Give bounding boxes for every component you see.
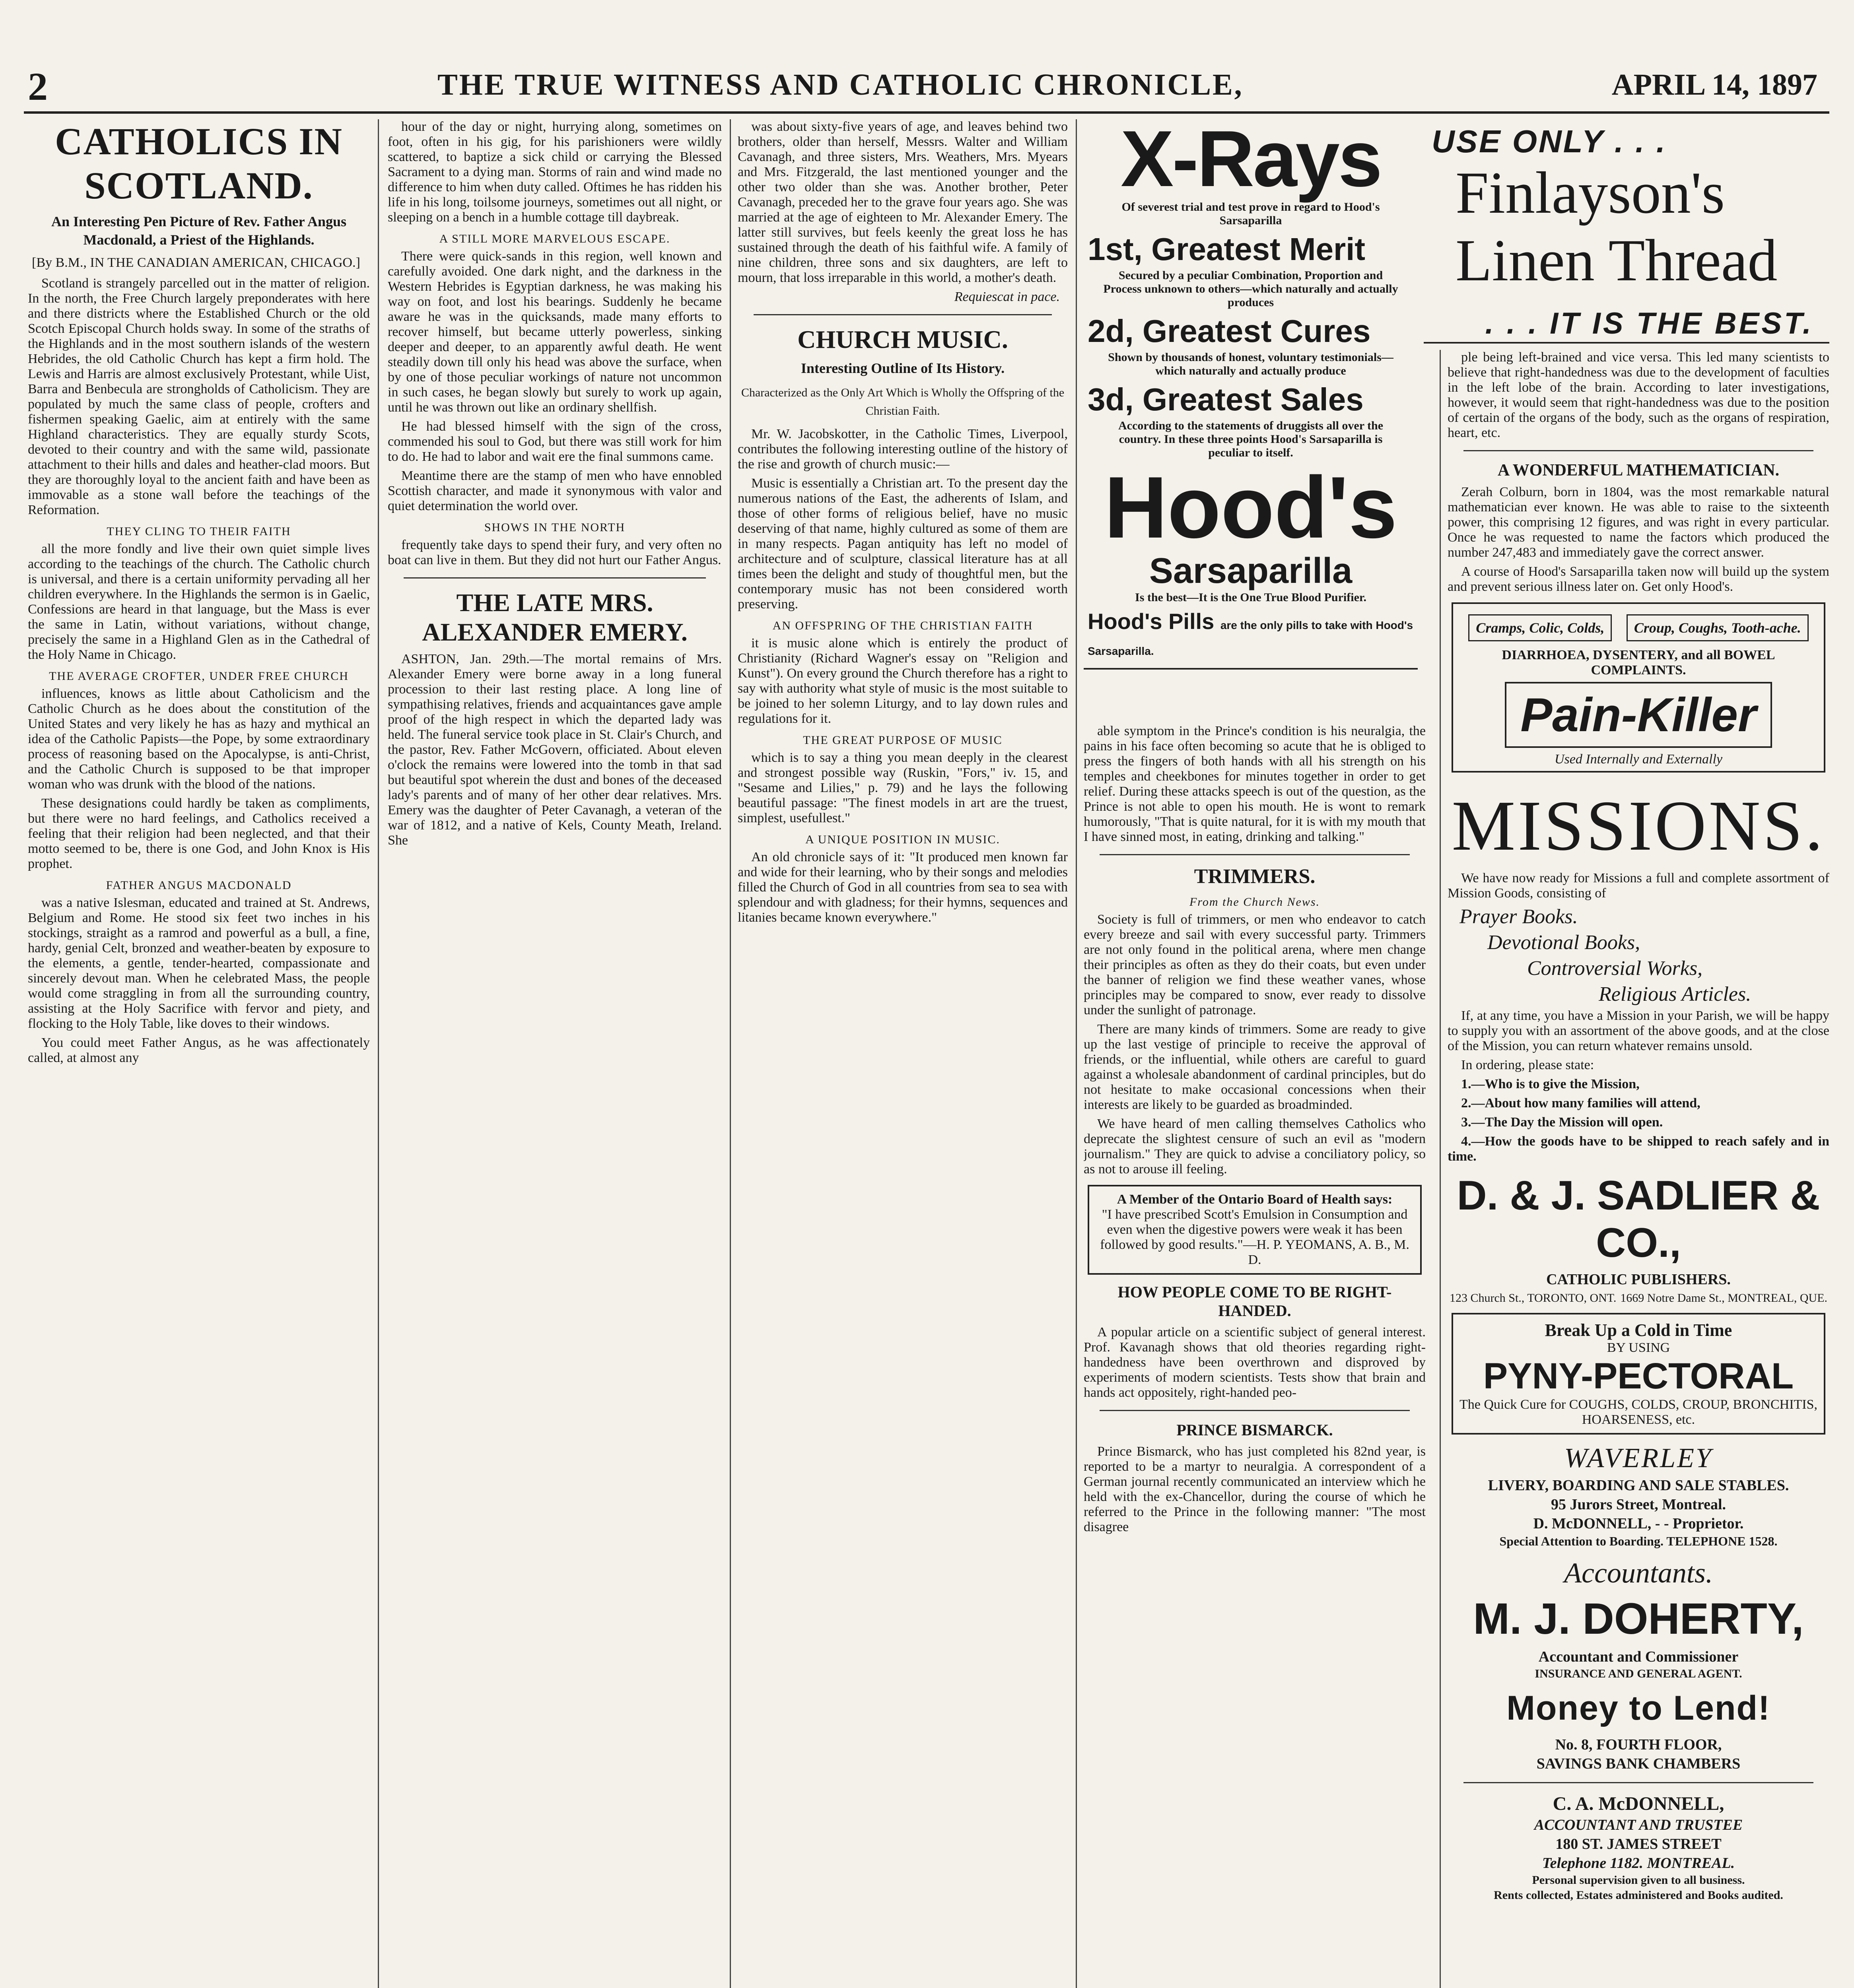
article-deck: Interesting Outline of Its History. <box>801 360 1005 376</box>
ad-title: X-Rays <box>1120 119 1381 203</box>
order-item: 1.—Who is to give the Mission, <box>1461 1077 1640 1091</box>
subheading: SHOWS IN THE NORTH <box>484 521 626 534</box>
ad-line: No. 8, FOURTH FLOOR, <box>1555 1736 1722 1753</box>
subheading: THE AVERAGE CROFTER, UNDER FREE CHURCH <box>49 670 349 683</box>
article-headline: HOW PEOPLE COME TO BE RIGHT-HANDED. <box>1117 1283 1392 1320</box>
ad-slogan: . . . IT IS THE BEST. <box>1485 307 1813 340</box>
sign-off: Requiescat in pace. <box>954 289 1060 304</box>
ad-line: BY USING <box>1607 1340 1670 1355</box>
ad-line: Accountant and Commissioner <box>1538 1648 1739 1665</box>
article-deck: An Interesting Pen Picture of Rev. Father Angus Macdonald, a Priest of the Highlands. <box>51 214 346 248</box>
ad-brand: Hood's <box>1104 458 1397 556</box>
address: 123 Church St., TORONTO, ONT. <box>1449 1291 1617 1305</box>
column-1 <box>28 119 370 1988</box>
pills-name: Hood's Pills <box>1088 609 1215 634</box>
ad-intro: Of severest trial and test prove in regard to Hood's Sarsaparilla <box>1121 200 1380 227</box>
masthead <box>24 52 1829 114</box>
paragraph: influences, knows as little about Catholicism and the Catholic Church as he does about the constitution of the United States and very likely he has as hazy and mythical an idea of the Catholic Papists—the Pope, by some extraordinary process of reasoning based on the Apocalypse, is anti-Christ, and the Catholic Church is supposed to be that improper woman who was drunk with the blood of the nations. <box>28 686 370 792</box>
column-rule <box>1440 350 1441 1988</box>
ad-line: ACCOUNTANT AND TRUSTEE <box>1534 1817 1743 1833</box>
paragraph: Meantime there are the stamp of men who have ennobled Scottish character, and made it synonymous with valor and quiet determination the world over. <box>388 468 722 513</box>
ad-line: Used Internally and Externally <box>1554 752 1723 767</box>
hoods-advertisement <box>1084 119 1418 716</box>
order-item: 2.—About how many families will attend, <box>1461 1096 1700 1110</box>
ad-line: INSURANCE AND GENERAL AGENT. <box>1535 1667 1742 1680</box>
xrays-ad <box>1084 119 1418 670</box>
missions-heading: MISSIONS. <box>1452 786 1825 865</box>
page-number: 2 <box>28 64 48 109</box>
ad-brand: Pain-Killer <box>1505 682 1772 748</box>
article-headline: A WONDERFUL MATHEMATICIAN. <box>1497 461 1780 480</box>
paragraph: A popular article on a scientific subject of general interest. Prof. Kavanagh shows that old theories regarding right-handedness have been overthrown and disproved by experiments of modern scientists. Tests show that brain and hands act oppositely, right-handed peo- <box>1084 1325 1426 1400</box>
column-rule <box>1076 119 1077 1988</box>
ad-line: 95 Jurors Street, Montreal. <box>1551 1496 1726 1513</box>
ad-line: LIVERY, BOARDING AND SALE STABLES. <box>1488 1477 1789 1494</box>
paragraph: We have heard of men calling themselves Catholics who deprecate the slightest censure of such an evil as "modern journalism." They are quick to advise a conciliatory policy, so as not to arouse ill feeling. <box>1084 1116 1426 1176</box>
divider <box>404 577 706 579</box>
ad-line: DIARRHOEA, DYSENTERY, and all BOWEL COMPLAINTS. <box>1502 648 1775 678</box>
ad-product: Sarsaparilla <box>1149 551 1353 591</box>
article-headline: THE LATE MRS. ALEXANDER EMERY. <box>422 588 688 646</box>
money-to-lend: Money to Lend! <box>1506 1689 1770 1727</box>
byline: [By B.M., IN THE CANADIAN AMERICAN, CHICAGO.] <box>32 255 360 270</box>
paragraph: Scotland is strangely parcelled out in the matter of religion. In the north, the Free Church largely preponderates with here and there districts where the Established Church or the old Scotch Episcopal Church holds sway. In some of the straths of the Highlands and in the most southern islands of the western Hebrides, the old Catholic Church has kept a firm hold. The Lewis and Harris are almost exclusively Protestant, while Uist, Barra and Benbecula are strongholds of Catholicism. They are populated by much the same class of people, crofters and fishermen speaking Gaelic, aim at entirely with the same Highland characteristics. They are equally sturdy Scots, devoted to their country and with the same wild, passionate attachment to their hills and dales and heather-clad moors. But they are thoroughly loyal to the ancient faith and have been as immovable as a stone wall before the teachings of the Reformation. <box>28 276 370 517</box>
address: 1669 Notre Dame St., MONTREAL, QUE. <box>1620 1291 1828 1305</box>
paragraph: all the more fondly and live their own quiet simple lives according to the teachings of the church. The Catholic church is universal, and there is a certain uniformity pervading all her children everywhere. In the Highlands the sermon is in Gaelic, Confessions are heard in that language, but the Mass is ever the same in Latin, without variations, without change, precisely the same in a Highland Glen as in the Cathedral of the Holy Name in Chicago. <box>28 542 370 662</box>
scotts-emulsion-ad <box>1088 1185 1422 1275</box>
ad-brand: PYNY-PECTORAL <box>1483 1356 1794 1396</box>
ad-quote: "I have prescribed Scott's Emulsion in Consumption and even when the digestive powers were weak it has been followed by good results."—H. P. YEOMANS, A. B., M. D. <box>1100 1207 1409 1267</box>
article-subdeck: Characterized as the Only Art Which is Wholly the Offspring of the Christian Faith. <box>741 386 1065 417</box>
newspaper-title: THE TRUE WITNESS AND CATHOLIC CHRONICLE, <box>437 68 1244 101</box>
accountant-name: C. A. McDONNELL, <box>1553 1793 1724 1814</box>
divider <box>1100 1410 1410 1411</box>
paragraph: In ordering, please state: <box>1461 1058 1594 1072</box>
paragraph: Society is full of trimmers, or men who endeavor to catch every breeze and sail with every successful party. Trimmers are not only found in the political arena, where men change their principles as often as they do their coats, but even under the banner of religion we find these weather vanes, whose principles may be compared to snow, ever ready to dissolve under the sunlight of patronage. <box>1084 912 1426 1017</box>
paragraph: ASHTON, Jan. 29th.—The mortal remains of Mrs. Alexander Emery were borne away in a long funeral procession to their last resting place. A long line of sympathising relatives, friends and acquaintances gave ample proof of the high respect in which the departed lady was held. The funeral service took place in St. Clair's Church, and the pastor, Rev. Father McGovern, officiated. About eleven o'clock the remains were lowered into the tomb in that sad but beautiful spot wherein the dust and bones of the deceased lady's parents and of many of her other dear relatives. Mrs. Emery was the daughter of Peter Cavanagh, a veteran of the war of 1812, and a native of Kels, County Meath, Ireland. She <box>388 652 722 848</box>
waverley-heading: WAVERLEY <box>1564 1443 1713 1474</box>
paragraph: it is music alone which is entirely the product of Christianity (Richard Wagner's essay on "Religion and Kunst"). On every ground the Church therefore has a right to say with authority what style of music is the most suitable to be joined to her solemn Liturgy, and to lay down rules and regulations for it. <box>738 636 1068 726</box>
paragraph: Music is essentially a Christian art. To the present day the numerous nations of the East, the adherents of Islam, and those of other forms of religious belief, have no music deserving of that name, highly cultured as some of them are in many respects. Pagan antiquity has left no model of architecture and of sculpture, classical literature has at all times been the delight and study of thoughtful men, but the contemporary music has not been considered worth preserving. <box>738 476 1068 612</box>
subheading: FATHER ANGUS MACDONALD <box>106 879 292 892</box>
ad-line: D. McDONNELL, - - Proprietor. <box>1533 1515 1744 1532</box>
subheading: THEY CLING TO THEIR FAITH <box>107 525 291 538</box>
cure-box: Croup, Coughs, Tooth-ache. <box>1627 614 1809 641</box>
paragraph: Mr. W. Jacobskotter, in the Catholic Times, Liverpool, contributes the following interesting outline of the history of the rise and growth of church music:— <box>738 427 1068 472</box>
ad-line: Telephone 1182. MONTREAL. <box>1542 1855 1735 1872</box>
ad-product: Linen Thread <box>1456 227 1778 293</box>
subheading: AN OFFSPRING OF THE CHRISTIAN FAITH <box>772 619 1033 632</box>
ad-tagline: Is the best—It is the One True Blood Purifier. <box>1135 591 1366 604</box>
column-2 <box>388 119 722 1988</box>
order-item: 3.—The Day the Mission will open. <box>1461 1115 1663 1130</box>
subheading: THE GREAT PURPOSE OF MUSIC <box>803 734 1003 747</box>
ad-use-only: USE ONLY . . . <box>1432 124 1667 159</box>
article-headline: TRIMMERS. <box>1194 865 1316 888</box>
column-3 <box>738 119 1068 1988</box>
divider <box>1463 1782 1813 1783</box>
ad-point-desc: Secured by a peculiar Combination, Proportion and Process unknown to others—which naturally and actually produces <box>1103 269 1398 309</box>
subheading: A STILL MORE MARVELOUS ESCAPE. <box>439 232 670 245</box>
ad-point: 2d, Greatest Cures <box>1088 313 1371 349</box>
ad-point: 3d, Greatest Sales <box>1088 382 1364 417</box>
goods-item: Controversial Works, <box>1527 957 1703 980</box>
article-source: From the Church News. <box>1189 895 1320 909</box>
ad-desc: The Quick Cure for COUGHS, COLDS, CROUP, BRONCHITIS, HOARSENESS, etc. <box>1459 1397 1818 1427</box>
publisher-sub: CATHOLIC PUBLISHERS. <box>1546 1271 1731 1288</box>
paragraph: We have now ready for Missions a full and complete assortment of Mission Goods, consisting of <box>1448 871 1829 901</box>
issue-date: APRIL 14, 1897 <box>1611 68 1817 101</box>
paragraph: If, at any time, you have a Mission in your Parish, we will be happy to supply you with an assortment of the above goods, and at the close of the Mission, you can return whatever remains unsold. <box>1448 1008 1829 1053</box>
ad-line: 180 ST. JAMES STREET <box>1555 1836 1722 1852</box>
paragraph: frequently take days to spend their fury, and very often no boat can live in them. But they did not hurt our Father Angus. <box>388 538 722 567</box>
divider <box>754 314 1052 315</box>
finlayson-ad <box>1424 119 1829 344</box>
ad-point: 1st, Greatest Merit <box>1088 231 1366 267</box>
article-headline: PRINCE BISMARCK. <box>1176 1421 1333 1439</box>
column-4 <box>1084 724 1426 1988</box>
painkiller-ad <box>1452 602 1825 773</box>
ad-line: Rents collected, Estates administered and Books audited. <box>1494 1889 1783 1902</box>
goods-item: Devotional Books, <box>1487 931 1640 954</box>
column-5 <box>1448 350 1829 1988</box>
ad-line: Personal supervision given to all business. <box>1532 1873 1745 1887</box>
ad-point-desc: According to the statements of druggists all over the country. In these three points Hood's Sarsaparilla is peculiar to itself. <box>1118 419 1384 459</box>
goods-item: Religious Articles. <box>1599 983 1751 1006</box>
publisher-name: D. & J. SADLIER & CO., <box>1457 1173 1820 1266</box>
ad-heading: Break Up a Cold in Time <box>1545 1320 1732 1340</box>
paragraph: An old chronicle says of it: "It produced men known far and wide for their learning, who by their songs and melodies filled the Church of God in all countries from sea to sea with splendour and with gladness; for their hymns, sequences and litanies became known everywhere." <box>738 850 1068 925</box>
publisher-addresses <box>1448 1291 1829 1305</box>
paragraph: You could meet Father Angus, as he was affectionately called, at almost any <box>28 1035 370 1065</box>
paragraph: A course of Hood's Sarsaparilla taken now will build up the system and prevent serious illness later on. Get only Hood's. <box>1448 564 1829 594</box>
ad-line: Special Attention to Boarding. TELEPHONE 1528. <box>1499 1534 1778 1548</box>
accountant-name: M. J. DOHERTY, <box>1473 1594 1804 1643</box>
paragraph: which is to say a thing you mean deeply in the clearest and strongest possible way (Ruskin, "Fors," iv. 15, and "Sesame and Lilies," p. 79) and he lays the following beautiful passage: "The finest models in art are the truest, simplest, usefullest." <box>738 750 1068 825</box>
ad-brand: Finlayson's <box>1456 160 1725 226</box>
article-headline: CHURCH MUSIC. <box>797 325 1008 353</box>
ad-pills <box>1088 608 1418 660</box>
pyny-pectoral-ad <box>1452 1313 1825 1435</box>
cure-box: Cramps, Colic, Colds, <box>1468 614 1612 641</box>
ad-heading: A Member of the Ontario Board of Health says: <box>1117 1192 1393 1207</box>
paragraph: There are many kinds of trimmers. Some are ready to give up the last vestige of principle to receive the approval of friends, or the influential, while others are careful to guard against a wholesale abandonment of cardinal principles, but do not hesitate to make occasional concessions when their interests are likely to be guarded as broadminded. <box>1084 1022 1426 1112</box>
paragraph: able symptom in the Prince's condition is his neuralgia, the pains in his face often becoming so acute that he is obliged to press the fingers of both hands with all his strength on his temples and cheekbones for minutes together in order to get relief. During these attacks speech is out of the question, as the Prince is not able to open his mouth. He is wont to remark humorously, "That is quite natural, for it is with my mouth that I have sinned most, in eating, drinking and talking." <box>1084 724 1426 844</box>
cures-list <box>1461 614 1816 641</box>
paragraph: ple being left-brained and vice versa. This led many scientists to believe that right-handedness was due to the development of faculties in the left lobe of the brain. According to later investigations, however, it would seem that right-handedness was due to the position of certain of the organs of the body, such as the organs of respiration, heart, etc. <box>1448 350 1829 440</box>
paragraph: He had blessed himself with the sign of the cross, commended his soul to God, but there was still work for him to do. He had to labor and wait ere the final summons came. <box>388 419 722 464</box>
paragraph: hour of the day or night, hurrying along, sometimes on foot, often in his gig, for his parishioners were wildly scattered, to baptize a sick child or carrying the Blessed Sacrament to a dying man. Storms of rain and wind made no difference to him when duty called. Oftimes he has ridden his life in his long, toilsome journeys, sometimes out all night, or sleeping on a bench in a humble cottage till daybreak. <box>388 119 722 225</box>
subheading: A UNIQUE POSITION IN MUSIC. <box>805 833 1000 846</box>
column-rule <box>378 119 379 1988</box>
divider <box>1463 450 1813 451</box>
paragraph: There were quick-sands in this region, well known and carefully avoided. One dark night, and the darkness in the Western Hebrides is Egyptian darkness, he was making his way on foot, and lost his bearings. Suddenly he became aware he was in the quicksands, made many efforts to recover himself, but became utterly powerless, sinking deeper and deeper, to an apparently awful death. He went steadily down till only his head was above the surface, when by one of those peculiar workings of nature not uncommon in such cases, he began slowly but surely to work up again, until he was thrown out like an ordinary shellfish. <box>388 249 722 415</box>
order-item: 4.—How the goods have to be shipped to reach safely and in time. <box>1448 1134 1829 1164</box>
article-headline: CATHOLICS IN SCOTLAND. <box>55 120 343 207</box>
paragraph: was a native Islesman, educated and trained at St. Andrews, Belgium and Rome. He stood six feet two inches in his stockings, straight as a ramrod and powerful as a bull, a fine, hardy, genial Celt, bronzed and weather-beaten by exposure to the elements, a gentle, tender-hearted, compassionate and sincerely devout man. When he celebrated Mass, the people would come straggling in from all the surrounding country, assisting at the Holy Sacrifice with fervor and piety, and flocking to the Holy Table, like doves to their windows. <box>28 895 370 1031</box>
ad-line: SAVINGS BANK CHAMBERS <box>1536 1755 1741 1772</box>
paragraph: was about sixty-five years of age, and leaves behind two brothers, older than herself, Messrs. Walter and William Cavanagh, and three sisters, Mrs. Weathers, Mrs. Myears and Mrs. Fitzgerald, the last mentioned younger and the other two older than she was. Another brother, Peter Cavanagh, preceded her to the grave four years ago. She was married at the age of eighteen to Mr. Alexander Emery. The latter still survives, but feels keenly the great loss he has sustained through the death of his faithful wife. A family of nine children, three sons and six daughters, are left to mourn, that loss irreparable in this world, a mother's death. <box>738 119 1068 285</box>
ad-point-desc: Shown by thousands of honest, voluntary testimonials—which naturally and actually produce <box>1108 351 1393 377</box>
paragraph: Zerah Colburn, born in 1804, was the most remarkable natural mathematician ever known. He was able to raise to the sixteenth power, this comprising 12 figures, and was right in every particular. Once he was requested to name the factors which produced the number 247,483 and immediately gave the correct answer. <box>1448 485 1829 560</box>
goods-item: Prayer Books. <box>1459 905 1578 928</box>
accountants-heading: Accountants. <box>1564 1557 1713 1589</box>
paragraph: Prince Bismarck, who has just completed his 82nd year, is reported to be a martyr to neuralgia. A correspondent of a German journal recently communicated an interview which he held with the ex-Chancellor, during the course of which he referred to the Prince in the following manner: "The most disagree <box>1084 1444 1426 1534</box>
paragraph: These designations could hardly be taken as compliments, but there were no hard feelings, and Catholics received a feeling that their religion had been neglected, and that their motto seemed to be, there is one God, and John Knox is His prophet. <box>28 796 370 871</box>
pills-tag: are the only pills to take with Hood's Sarsaparilla. <box>1088 619 1413 657</box>
divider <box>1100 854 1410 855</box>
column-rule <box>730 119 731 1988</box>
